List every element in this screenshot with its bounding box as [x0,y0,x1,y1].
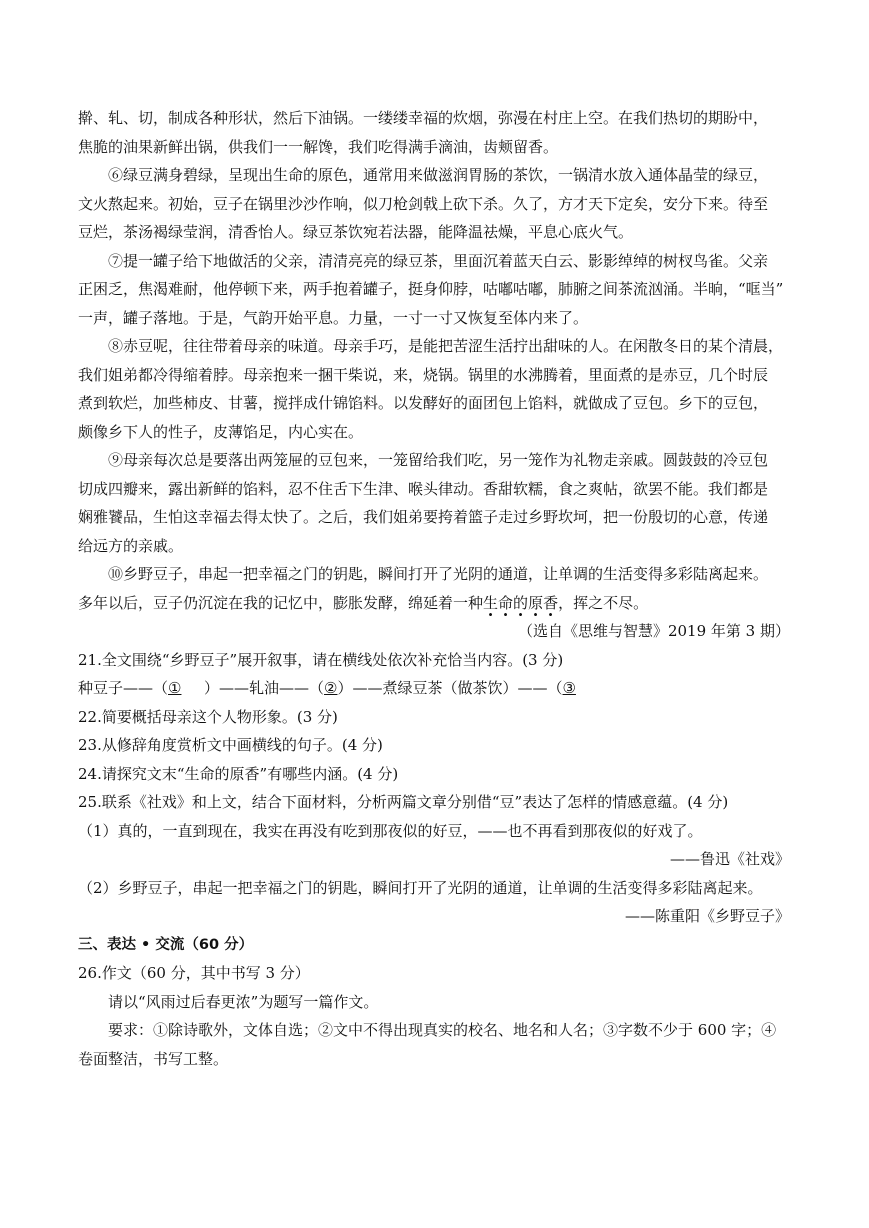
paragraph-8-line: 我们姐弟都冷得缩着脖。母亲抱来一捆干柴说，来，烧锅。锅里的水沸腾着，里面煮的是赤豆，几个时辰 [78,365,769,384]
question-24: 24.请探究文末“生命的原香”有哪些内涵。(4 分) [78,764,399,783]
question-25-material-2: （2）乡野豆子，串起一把幸福之门的钥匙，瞬间打开了光阴的通道，让单调的生活变得多彩陆离起来。 [78,878,763,897]
paragraph-8-line: ⑧赤豆呢，往往带着母亲的味道。母亲手巧，是能把苦涩生活拧出甜味的人。在闲散冬日的某个清晨， [108,337,784,355]
answer-blank-2[interactable]: ② [324,679,338,697]
essay-requirements: 要求：①除诗歌外，文体自选；②文中不得出现真实的校名、地名和人名；③字数不少于 600 字；④ [108,1021,777,1039]
emphasis-char: 原 [528,593,544,612]
paragraph-9-line: 给远方的亲戚。 [78,536,184,555]
question-22: 22.简要概括母亲这个人物形象。(3 分) [78,707,338,726]
paragraph-7-line: 正困乏，焦渴难耐，他停顿下来，两手抱着罐子，挺身仰脖，咕嘟咕嘟，肺腑之间茶流汹涌。半晌，“哐当” [78,280,784,298]
paragraph-9-line: 娴雅饕品，生怕这幸福去得太快了。之后，我们姐弟要挎着篮子走过乡野坎坷，把一份殷切的心意，传递 [78,508,769,526]
paragraph-7-line: 一声，罐子落地。于是，气韵开始平息。力量，一寸一寸又恢复至体内来了。 [78,308,589,327]
emphasis-char: 香 [543,593,559,612]
answer-blank-1[interactable]: ① [168,679,182,697]
essay-requirements: 卷面整洁，书写工整。 [78,1049,229,1068]
paragraph-8-line: 颇像乡下人的性子，皮薄馅足，内心实在。 [78,422,364,441]
paragraph-5-line: 焦脆的油果新鲜出锅，供我们一一解馋，我们吃得满手滴油，齿颊留香。 [78,137,559,156]
paragraph-5-line: 擀、轧、切，制成各种形状，然后下油锅。一缕缕幸福的炊烟，弥漫在村庄上空。在我们热切的期盼中， [78,109,769,127]
paragraph-6-line: 文火熬起来。初始，豆子在锅里沙沙作响，似刀枪剑戟上砍下杀。久了，方才天下定矣，安分下来。待至 [78,194,769,213]
paragraph-10-line: ⑩乡野豆子，串起一把幸福之门的钥匙，瞬间打开了光阴的通道，让单调的生活变得多彩陆离起来。 [108,565,769,583]
paragraph-9-line: ⑨母亲每次总是要落出两笼屉的豆包来，一笼留给我们吃，另一笼作为礼物走亲戚。圆鼓鼓的冷豆包 [108,451,769,469]
material-1-source: ——鲁迅《社戏》 [669,850,790,868]
source-citation: （选自《思维与智慧》2019 年第 3 期） [517,622,790,640]
document-page [78,104,790,1073]
paragraph-6-line: ⑥绿豆满身碧绿，呈现出生命的原色，通常用来做滋润胃肠的茶饮，一锅清水放入通体晶莹的绿豆， [108,166,769,184]
question-26: 26.作文（60 分，其中书写 3 分） [78,964,310,982]
question-21: 21.全文围绕“乡野豆子”展开叙事，请在横线处依次补充恰当内容。(3 分) [78,650,564,669]
question-23: 23.从修辞角度赏析文中画横线的句子。(4 分) [78,736,383,754]
paragraph-6-line: 豆烂，茶汤褐绿莹润，清香怡人。绿豆茶饮宛若法器，能降温祛燥，平息心底火气。 [78,223,634,241]
fill-text: ）——轧油——（ [204,679,325,697]
question-21-fill-line [78,674,790,703]
paragraph-10-line [78,589,790,618]
fill-text: ）——煮绿豆茶（做茶饮）——（ [337,679,563,697]
emphasis-char: 生 [483,593,499,612]
paragraph-9-line: 切成四瓣来，露出新鲜的馅料，忍不住舌下生津、喉头律动。香甜软糯，食之爽帖，欲罢不能。我们都是 [78,479,769,498]
emphasis-char: 命 [498,593,514,612]
essay-prompt: 请以“风雨过后春更浓”为题写一篇作文。 [108,992,379,1011]
section-3-heading: 三、表达 • 交流（60 分） [78,936,254,953]
paragraph-8-line: 煮到软烂，加些柿皮、甘薯，搅拌成什锦馅料。以发酵好的面团包上馅料，就做成了豆包。乡下的豆包， [78,394,769,412]
question-25-material-1: （1）真的，一直到现在，我实在再没有吃到那夜似的好豆，——也不再看到那夜似的好戏了。 [78,821,703,840]
paragraph-7-line: ⑦提一罐子给下地做活的父亲，清清亮亮的绿豆茶，里面沉着蓝天白云、影影绰绰的树杈鸟雀。父亲 [108,251,769,270]
paragraph-10-text: ，挥之不尽。 [558,593,649,612]
material-2-source: ——陈重阳《乡野豆子》 [624,907,790,925]
question-25: 25.联系《社戏》和上文，结合下面材料，分析两篇文章分别借“豆”表达了怎样的情感意蕴。(4 分) [78,793,729,811]
answer-blank-3[interactable]: ③ [562,679,576,697]
paragraph-10-text: 多年以后，豆子仍沉淀在我的记忆中，膨胀发酵，绵延着一种 [78,593,484,612]
emphasis-char: 的 [513,593,529,612]
fill-text: 种豆子——（ [78,679,169,697]
